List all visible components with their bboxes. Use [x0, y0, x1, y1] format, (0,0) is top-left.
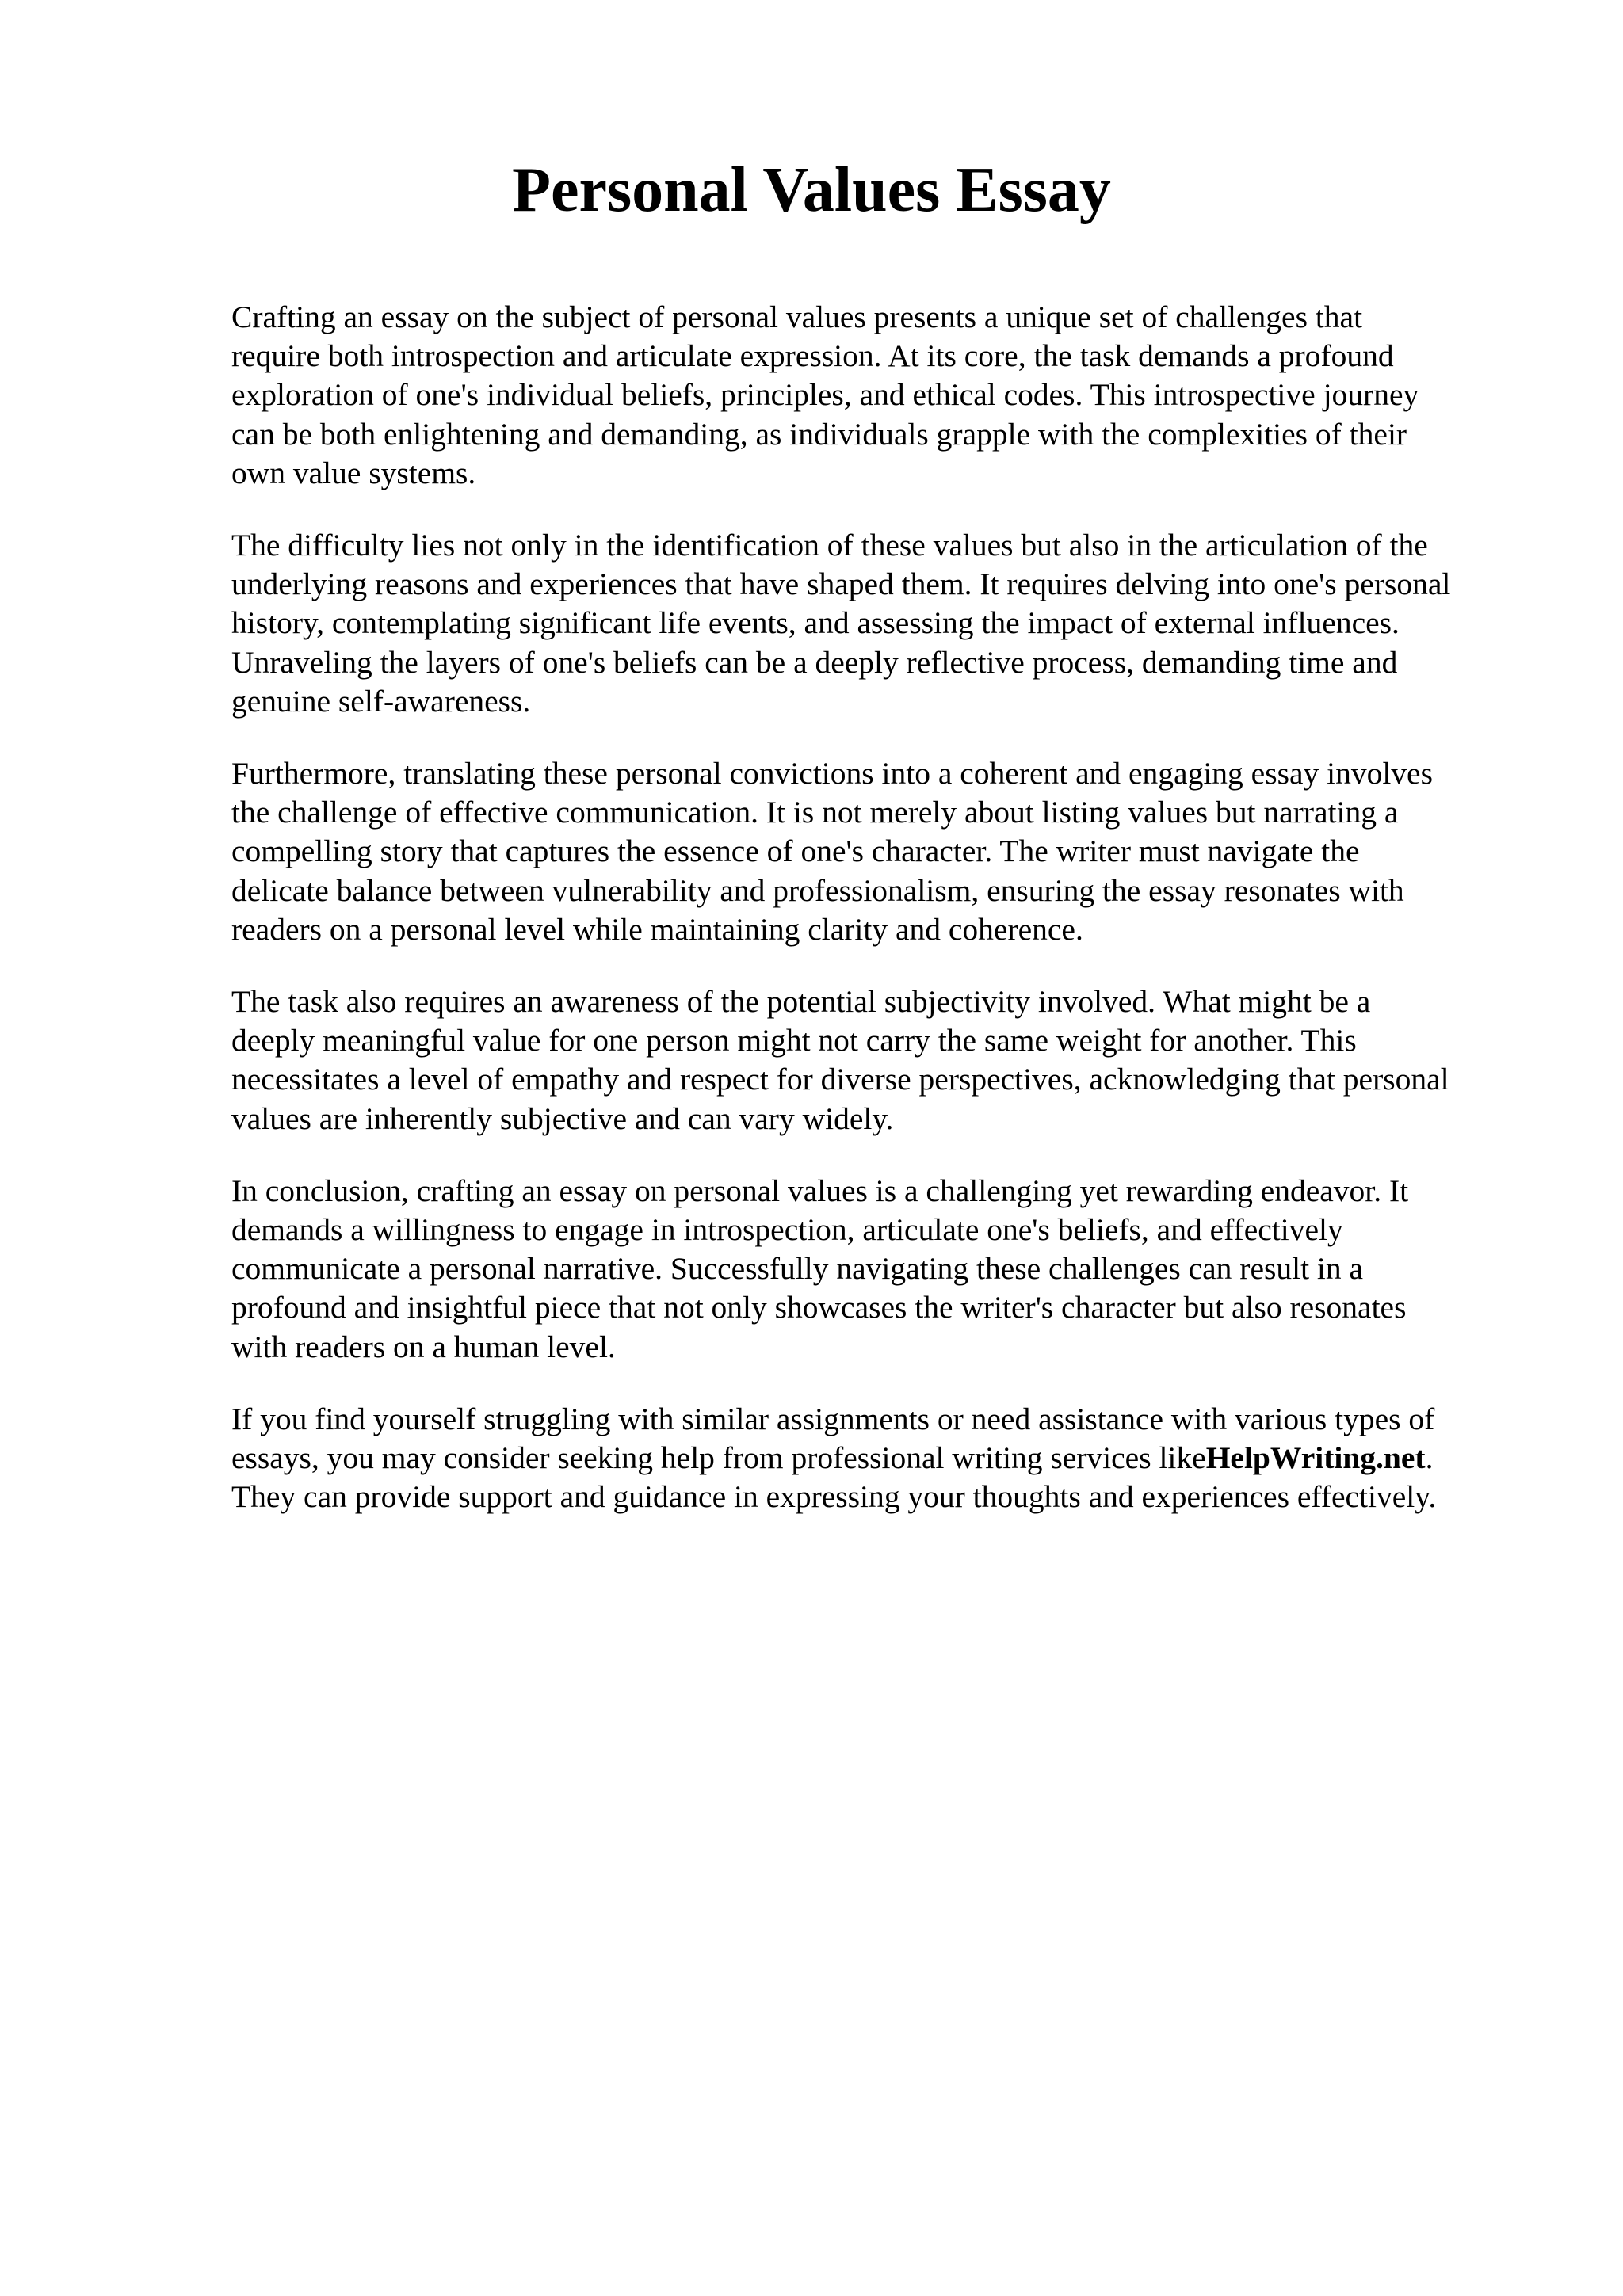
paragraph-4 — [231, 982, 1522, 1138]
essay-body — [231, 298, 1522, 1550]
paragraph-line: deeply meaningful value for one person might not carry the same weight for another. This — [231, 1023, 1357, 1058]
paragraph-line: Furthermore, translating these personal convictions into a coherent and engaging essay involves — [231, 756, 1433, 791]
paragraph-line: Crafting an essay on the subject of personal values presents a unique set of challenges that — [231, 299, 1363, 334]
paragraph-line: the challenge of effective communication. It is not merely about listing values but narrating a — [231, 795, 1399, 830]
paragraph-line: profound and insightful piece that not only showcases the writer's character but also resonates — [231, 1290, 1407, 1325]
paragraph-line — [231, 1439, 1522, 1478]
paragraph-line: The task also requires an awareness of the potential subjectivity involved. What might be a — [231, 984, 1371, 1020]
helpwriting-link[interactable]: HelpWriting.net — [1205, 1440, 1426, 1476]
paragraph-2 — [231, 526, 1522, 721]
closing-text: essays, you may consider seeking help from professional writing services like — [231, 1440, 1206, 1476]
page-title: Personal Values Essay — [512, 155, 1111, 225]
closing-paragraph — [231, 1400, 1522, 1517]
paragraph-line: delicate balance between vulnerability and professionalism, ensuring the essay resonates with — [231, 872, 1404, 908]
paragraph-line: genuine self-awareness. — [231, 683, 531, 719]
paragraph-line: demands a willingness to engage in introspection, articulate one's beliefs, and effectively — [231, 1212, 1343, 1248]
paragraph-line: The difficulty lies not only in the identification of these values but also in the articulation of the — [231, 528, 1428, 563]
paragraph-line: can be both enlightening and demanding, as individuals grapple with the complexities of their — [231, 416, 1407, 452]
paragraph-line: They can provide support and guidance in expressing your thoughts and experiences effectively. — [231, 1479, 1437, 1515]
paragraph-line: Unraveling the layers of one's beliefs can be a deeply reflective process, demanding time and — [231, 644, 1398, 680]
paragraph-line: In conclusion, crafting an essay on personal values is a challenging yet rewarding endeavor. It — [231, 1173, 1409, 1208]
closing-punctuation: . — [1425, 1440, 1434, 1476]
paragraph-1 — [231, 298, 1522, 493]
paragraph-line: If you find yourself struggling with similar assignments or need assistance with various types of — [231, 1401, 1435, 1436]
paragraph-line: underlying reasons and experiences that have shaped them. It requires delving into one's personal — [231, 566, 1451, 602]
paragraph-line: values are inherently subjective and can vary widely. — [231, 1100, 894, 1136]
paragraph-line: history, contemplating significant life events, and assessing the impact of external influences. — [231, 605, 1400, 641]
paragraph-line: necessitates a level of empathy and respect for diverse perspectives, acknowledging that personal — [231, 1062, 1449, 1097]
paragraph-line: with readers on a human level. — [231, 1329, 616, 1364]
paragraph-line: own value systems. — [231, 455, 476, 490]
paragraph-line: compelling story that captures the essence of one's character. The writer must navigate the — [231, 833, 1360, 869]
paragraph-3 — [231, 754, 1522, 949]
paragraph-line: readers on a personal level while maintaining clarity and coherence. — [231, 911, 1083, 947]
paragraph-line: exploration of one's individual beliefs, principles, and ethical codes. This introspective journey — [231, 377, 1419, 413]
paragraph-line: require both introspection and articulate expression. At its core, the task demands a profound — [231, 338, 1394, 374]
paragraph-5 — [231, 1172, 1522, 1367]
paragraph-line: communicate a personal narrative. Successfully navigating these challenges can result in a — [231, 1251, 1364, 1287]
